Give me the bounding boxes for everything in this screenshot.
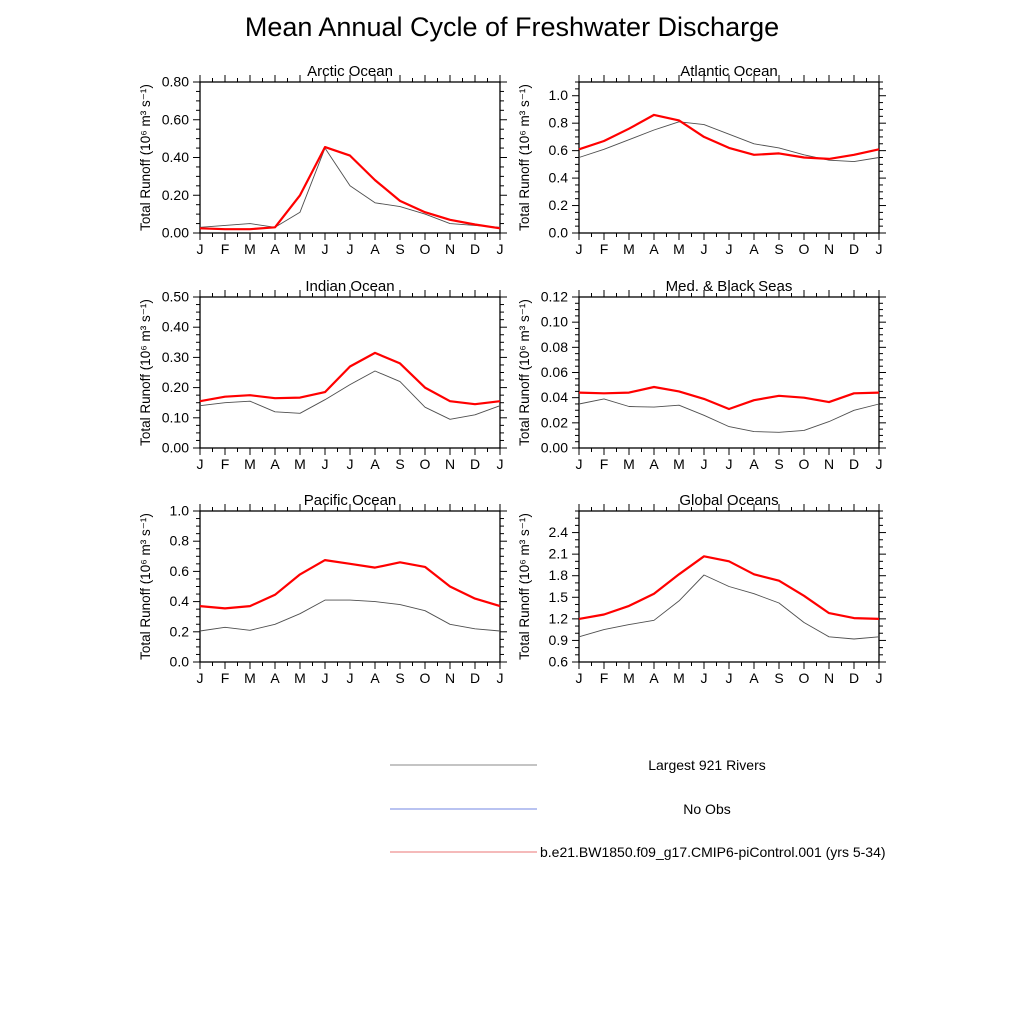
svg-text:M: M: [623, 241, 635, 257]
svg-text:0.20: 0.20: [161, 379, 189, 396]
svg-text:O: O: [419, 241, 431, 257]
svg-text:M: M: [294, 670, 306, 686]
pacific-ocean-chart: [138, 489, 518, 704]
svg-text:0.20: 0.20: [161, 186, 189, 203]
svg-text:J: J: [346, 241, 354, 257]
y-axis-label: Total Runoff (10⁶ m³ s⁻¹): [138, 84, 153, 231]
svg-text:J: J: [321, 241, 329, 257]
subplot-title: Med. & Black Seas: [665, 278, 793, 295]
svg-text:0.10: 0.10: [161, 409, 189, 426]
axes: [193, 504, 507, 669]
legend-item-no-obs: [390, 800, 877, 818]
svg-text:0.40: 0.40: [161, 318, 189, 335]
svg-text:J: J: [196, 670, 204, 686]
svg-text:0.02: 0.02: [540, 414, 568, 431]
svg-text:J: J: [321, 670, 329, 686]
svg-text:A: A: [649, 241, 659, 257]
svg-text:O: O: [419, 670, 431, 686]
axes: [193, 290, 507, 455]
subplot-title: Atlantic Ocean: [680, 63, 778, 80]
svg-text:2.1: 2.1: [548, 545, 568, 562]
legend-label-picontrol: b.e21.BW1850.f09_g17.CMIP6-piControl.001 (yrs 5-34): [540, 844, 886, 860]
svg-text:S: S: [395, 456, 405, 472]
svg-text:M: M: [673, 670, 685, 686]
svg-text:0.50: 0.50: [161, 288, 189, 305]
svg-text:0.4: 0.4: [548, 169, 568, 186]
svg-text:0.2: 0.2: [169, 623, 189, 640]
subplot-atlantic-ocean: [517, 60, 897, 275]
svg-text:0.00: 0.00: [161, 224, 189, 241]
svg-text:1.8: 1.8: [548, 567, 568, 584]
arctic-ocean-chart: [138, 60, 518, 275]
svg-text:1.5: 1.5: [548, 588, 568, 605]
y-axis-label: Total Runoff (10⁶ m³ s⁻¹): [138, 299, 153, 446]
subplot-arctic-ocean: [138, 60, 518, 275]
svg-text:J: J: [700, 456, 708, 472]
svg-text:M: M: [673, 241, 685, 257]
svg-text:A: A: [370, 670, 380, 686]
svg-text:J: J: [196, 456, 204, 472]
svg-text:N: N: [444, 241, 456, 257]
svg-text:J: J: [575, 241, 583, 257]
svg-text:A: A: [270, 670, 280, 686]
svg-text:D: D: [469, 670, 481, 686]
svg-text:A: A: [749, 456, 759, 472]
axes: [193, 75, 507, 240]
axis-labels: [170, 503, 504, 687]
svg-text:N: N: [823, 456, 835, 472]
svg-text:S: S: [774, 456, 784, 472]
svg-text:N: N: [444, 670, 456, 686]
legend-line-rivers: [390, 764, 537, 766]
svg-text:N: N: [823, 670, 835, 686]
svg-text:D: D: [848, 241, 860, 257]
svg-text:A: A: [270, 456, 280, 472]
svg-text:S: S: [774, 670, 784, 686]
axis-labels: [549, 87, 883, 257]
subplot-title: Indian Ocean: [305, 278, 395, 295]
svg-text:J: J: [496, 456, 504, 472]
legend-line-picontrol: [390, 851, 537, 853]
svg-text:F: F: [220, 456, 230, 472]
y-axis-label: Total Runoff (10⁶ m³ s⁻¹): [517, 513, 532, 660]
svg-text:0.6: 0.6: [548, 653, 568, 670]
svg-text:J: J: [321, 456, 329, 472]
svg-text:J: J: [496, 670, 504, 686]
svg-text:2.4: 2.4: [548, 524, 568, 541]
svg-text:A: A: [649, 670, 659, 686]
svg-text:M: M: [294, 456, 306, 472]
svg-text:0.0: 0.0: [548, 224, 568, 241]
svg-text:M: M: [244, 670, 256, 686]
svg-text:J: J: [700, 670, 708, 686]
svg-text:0.00: 0.00: [161, 439, 189, 456]
svg-text:O: O: [798, 456, 810, 472]
svg-text:0.12: 0.12: [540, 288, 568, 305]
y-axis-label: Total Runoff (10⁶ m³ s⁻¹): [517, 299, 532, 446]
svg-text:F: F: [220, 670, 230, 686]
series-line-1: [200, 147, 500, 229]
svg-text:0.04: 0.04: [540, 389, 568, 406]
legend-line-no-obs: [390, 808, 537, 810]
legend-item-picontrol: [390, 843, 886, 861]
svg-text:D: D: [848, 670, 860, 686]
svg-text:S: S: [774, 241, 784, 257]
series-line-0: [200, 148, 500, 227]
med-black-seas-chart: [517, 275, 897, 490]
svg-text:0.6: 0.6: [548, 142, 568, 159]
y-axis-label: Total Runoff (10⁶ m³ s⁻¹): [138, 513, 153, 660]
svg-text:J: J: [496, 241, 504, 257]
atlantic-ocean-chart: [517, 60, 897, 275]
svg-text:M: M: [623, 670, 635, 686]
svg-text:O: O: [798, 670, 810, 686]
svg-text:A: A: [370, 241, 380, 257]
svg-text:0.30: 0.30: [161, 348, 189, 365]
svg-text:0.2: 0.2: [548, 197, 568, 214]
svg-text:J: J: [575, 456, 583, 472]
svg-text:F: F: [599, 241, 609, 257]
subplot-title: Pacific Ocean: [303, 492, 397, 509]
global-oceans-chart: [517, 489, 897, 704]
svg-text:0.40: 0.40: [161, 149, 189, 165]
svg-text:J: J: [725, 670, 733, 686]
svg-text:F: F: [599, 456, 609, 472]
svg-text:M: M: [673, 456, 685, 472]
svg-text:J: J: [196, 241, 204, 257]
series-line-1: [579, 556, 879, 619]
svg-text:0.9: 0.9: [548, 631, 568, 648]
svg-text:0.8: 0.8: [548, 114, 568, 131]
svg-text:J: J: [700, 241, 708, 257]
svg-text:0.80: 0.80: [161, 73, 189, 90]
svg-text:J: J: [725, 456, 733, 472]
subplot-indian-ocean: [138, 275, 518, 490]
svg-text:O: O: [419, 456, 431, 472]
svg-text:O: O: [798, 241, 810, 257]
svg-text:A: A: [270, 241, 280, 257]
series-line-1: [200, 353, 500, 404]
svg-text:J: J: [346, 456, 354, 472]
subplot-pacific-ocean: [138, 489, 518, 704]
subplot-title: Global Oceans: [679, 492, 779, 509]
svg-text:D: D: [469, 241, 481, 257]
svg-text:0.0: 0.0: [169, 653, 189, 670]
series-line-1: [579, 115, 879, 159]
svg-text:M: M: [244, 456, 256, 472]
svg-text:M: M: [244, 241, 256, 257]
svg-text:0.10: 0.10: [540, 313, 568, 330]
svg-text:A: A: [649, 456, 659, 472]
axis-labels: [162, 289, 504, 473]
axes: [572, 290, 886, 455]
svg-text:0.06: 0.06: [540, 364, 568, 380]
svg-text:0.4: 0.4: [169, 593, 189, 610]
svg-text:0.6: 0.6: [169, 562, 189, 579]
subplot-med-black-seas: [517, 275, 897, 490]
legend-label-rivers: Largest 921 Rivers: [648, 757, 766, 773]
series-line-0: [579, 399, 879, 432]
svg-text:J: J: [346, 670, 354, 686]
svg-text:0.08: 0.08: [540, 338, 568, 355]
svg-text:A: A: [370, 456, 380, 472]
subplot-global-oceans: [517, 489, 897, 704]
svg-text:D: D: [848, 456, 860, 472]
y-axis-label: Total Runoff (10⁶ m³ s⁻¹): [517, 84, 532, 231]
svg-text:1.0: 1.0: [169, 502, 189, 519]
svg-text:M: M: [623, 456, 635, 472]
svg-text:0.8: 0.8: [169, 532, 189, 549]
svg-text:F: F: [599, 670, 609, 686]
svg-text:1.2: 1.2: [548, 610, 568, 627]
svg-text:J: J: [575, 670, 583, 686]
axis-labels: [541, 289, 883, 473]
svg-text:N: N: [444, 456, 456, 472]
svg-text:M: M: [294, 241, 306, 257]
indian-ocean-chart: [138, 275, 518, 490]
series-line-1: [200, 560, 500, 608]
svg-text:0.00: 0.00: [540, 439, 568, 456]
series-line-1: [579, 387, 879, 409]
svg-text:1.0: 1.0: [548, 87, 568, 104]
svg-text:N: N: [823, 241, 835, 257]
svg-text:J: J: [875, 670, 883, 686]
svg-text:A: A: [749, 241, 759, 257]
series-line-0: [200, 600, 500, 631]
subplot-title: Arctic Ocean: [307, 63, 393, 80]
legend-item-rivers: [390, 756, 877, 774]
svg-text:J: J: [875, 456, 883, 472]
svg-text:0.60: 0.60: [161, 111, 189, 128]
legend-label-no-obs: No Obs: [683, 801, 731, 817]
svg-text:J: J: [875, 241, 883, 257]
svg-text:S: S: [395, 241, 405, 257]
svg-text:S: S: [395, 670, 405, 686]
svg-text:F: F: [220, 241, 230, 257]
page-title: Mean Annual Cycle of Freshwater Discharge: [244, 12, 780, 42]
svg-text:D: D: [469, 456, 481, 472]
svg-text:J: J: [725, 241, 733, 257]
series-line-0: [579, 122, 879, 162]
svg-text:A: A: [749, 670, 759, 686]
